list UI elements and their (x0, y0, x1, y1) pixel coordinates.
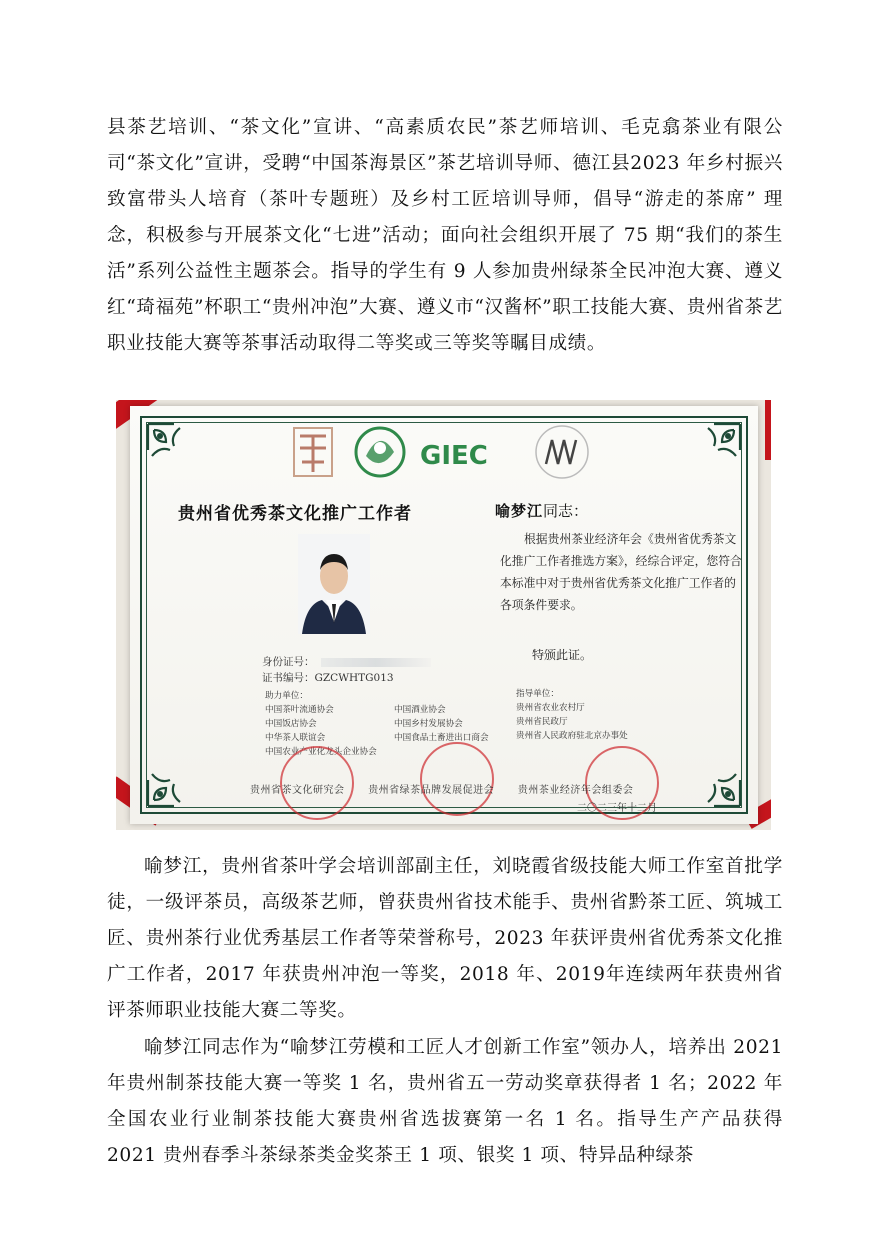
support-unit: 中国食品土畜进出口商会 (394, 733, 489, 743)
support-unit: 中国茶叶流通协会 (265, 705, 334, 715)
certificate-photo (116, 400, 771, 830)
cert-no: GZCWHTG013 (314, 672, 394, 684)
guide-unit: 贵州省民政厅 (516, 717, 568, 727)
corner-ornament-icon (144, 420, 190, 466)
support-unit: 中国乡村发展协会 (394, 719, 463, 729)
guide-heading: 指导单位： (516, 689, 559, 699)
corner-ornament-icon (698, 420, 744, 466)
guide-unit: 贵州省农业农村厅 (516, 703, 585, 713)
paragraph-2: 喻梦江，贵州省茶叶学会培训部副主任，刘晓霞省级技能大师工作室首批学徒，一级评茶员，高级茶艺师，曾获贵州省技术能手、贵州省黔茶工匠、筑城工匠、贵州茶行业优秀基层工作者等荣誉称号，2023 年获评贵州省优秀茶文化推广工作者，2017 年获贵州冲泡一等奖，2018 年、2019年连续两年获贵州省评茶师职业技能大赛二等奖。 (107, 856, 783, 1021)
redacted-id (321, 658, 431, 667)
support-unit: 中华茶人联谊会 (265, 733, 326, 743)
issuing-organizations (250, 781, 730, 796)
cert-no-label: 证书编号： (262, 672, 315, 684)
recipient-name: 喻梦江 (495, 502, 544, 520)
issuing-org: 贵州省绿茶品牌发展促进会 (368, 785, 495, 796)
certificate-approved: 特颁此证。 (532, 648, 593, 662)
issue-date: 二〇二三年十二月 (577, 803, 657, 814)
salutation: 同志： (543, 502, 589, 520)
certificate-body-text: 根据贵州茶业经济年会《贵州省优秀茶文化推广工作者推选方案》，经综合评定，您符合本标准中对于贵州省优秀茶文化推广工作者的各项条件要求。 (500, 532, 742, 612)
support-unit: 中国酒业协会 (394, 705, 446, 715)
support-unit: 中国饭店协会 (265, 719, 317, 729)
guide-unit: 贵州省人民政府驻北京办事处 (516, 731, 628, 741)
id-label: 身份证号： (262, 656, 315, 668)
issuing-org: 贵州茶业经济年会组委会 (517, 785, 634, 796)
annual-conference-logo-icon (536, 426, 588, 478)
guide-units (516, 687, 628, 743)
paragraph-3: 喻梦江同志作为“喻梦江劳模和工匠人才创新工作室”领办人，培养出 2021 年贵州制茶技能大赛一等奖 1 名，贵州省五一劳动奖章获得者 1 名；2022 年全国农业行业制茶技能大赛贵州省选拔赛第一名 1 名。指导生产产品获得 2021 贵州春季斗茶绿茶类金奖茶王 1 项、银奖 1 项、特异品种绿茶 (107, 1037, 783, 1166)
qian-tea-logo-icon (294, 428, 332, 476)
addressee (495, 500, 588, 521)
logo-row (280, 422, 620, 484)
id-lines (262, 654, 431, 686)
issuing-org: 贵州省茶文化研究会 (250, 785, 345, 796)
paragraph-1: 县茶艺培训、“茶文化”宣讲、“高素质农民”茶艺师培训、毛克翕茶业有限公司“茶文化”宣讲，受聘“中国茶海景区”茶艺培训导师、德江县2023 年乡村振兴致富带头人培育（茶叶专题班）及乡村工匠培训导师，倡导“游走的茶席” 理念，积极参与开展茶文化“七进”活动；面向社会组织开展了 75 期“我们的茶生活”系列公益性主题茶会。指导的学生有 9 人参加贵州绿茶全民冲泡大赛、遵义红“琦福苑”杯职工“贵州冲泡”大赛、遵义市“汉酱杯”职工技能大赛、贵州省茶艺职业技能大赛等茶事活动取得二等奖或三等奖等瞩目成绩。 (107, 117, 783, 354)
support-unit: 中国农业产业化龙头企业协会 (265, 747, 377, 757)
portrait-photo (298, 534, 370, 634)
red-seal-icon (420, 742, 494, 816)
certificate-title: 贵州省优秀茶文化推广工作者 (178, 504, 412, 524)
giec-logo: GIEC (420, 441, 488, 471)
corner-ornament-icon (144, 764, 190, 810)
certificate-body (500, 528, 742, 616)
tea-leaf-logo-icon (356, 428, 404, 476)
ribbon-top-right (765, 400, 771, 460)
support-units-col2 (394, 703, 489, 745)
support-heading: 助力单位： (265, 691, 308, 701)
certificate (130, 406, 758, 824)
